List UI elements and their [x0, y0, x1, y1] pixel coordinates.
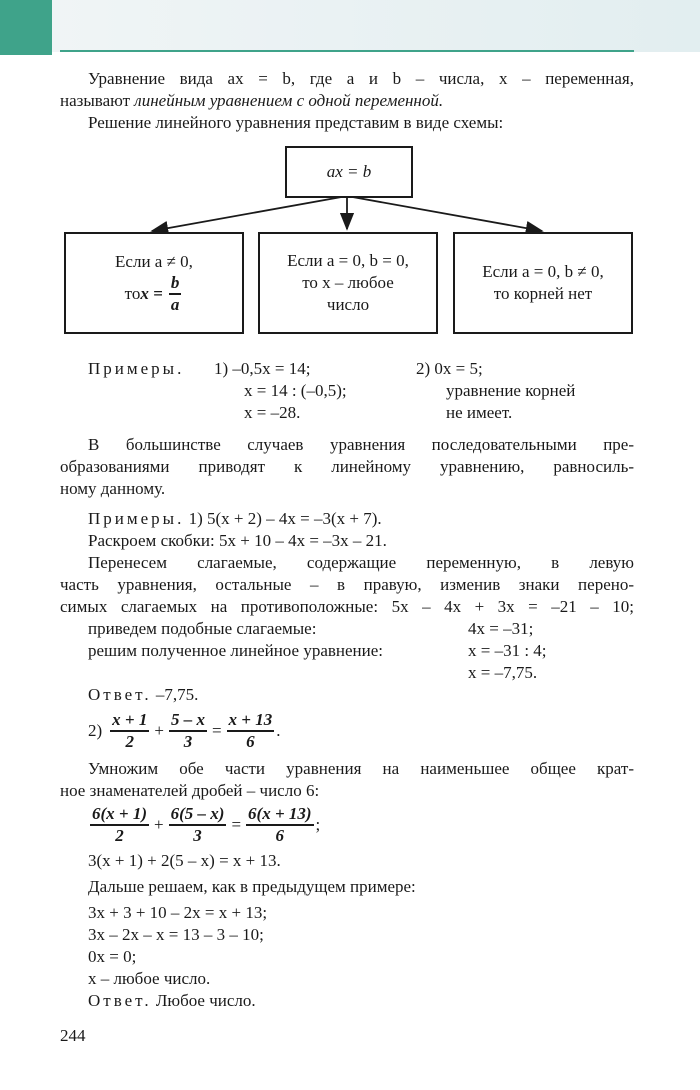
- examples1-e2-line-1: 2) 0x = 5;: [416, 359, 483, 378]
- examples1-e1-line-2: x = 14 : (–0,5);: [244, 381, 347, 400]
- example3-g2-num: 6(5 – x): [169, 804, 227, 826]
- page-number: 244: [60, 1026, 86, 1045]
- example3-g-equals: =: [231, 815, 242, 834]
- left-box-fraction-num: b: [169, 273, 182, 295]
- example3-g1-den: 2: [115, 826, 124, 845]
- examples2-equation: 1) 5(x + 2) – 4x = –3(x + 7).: [188, 509, 382, 528]
- example3-end: .: [276, 721, 281, 740]
- diagram-right-box: [453, 232, 633, 334]
- examples2-label: Примеры.: [88, 509, 185, 528]
- left-box-x-equals: x =: [140, 284, 163, 303]
- examples1-e1-line-1: 1) –0,5x = 14;: [214, 359, 311, 378]
- example3-f1-num: x + 1: [110, 710, 149, 732]
- example3-fraction-1: [110, 710, 149, 752]
- examples2-reduce-result: 4x = –31;: [468, 619, 534, 638]
- diagram-left-box: [64, 232, 244, 334]
- middle-box-line-1: Если a = 0, b = 0,: [287, 251, 409, 270]
- middle-box-line-2: то x – любое: [302, 273, 394, 292]
- diagram-top-text: ax = b: [326, 162, 372, 181]
- example3-fraction-2: [169, 710, 207, 752]
- diagram-middle-box: [258, 232, 438, 334]
- example3-plus: +: [154, 721, 164, 740]
- examples1-e2-line-2: уравнение корней: [446, 381, 576, 400]
- arrow-left: [152, 196, 347, 231]
- example3-answer-label: Ответ.: [88, 991, 152, 1010]
- example3-step-2: Дальше решаем, как в предыдущем примере:: [88, 877, 416, 896]
- example3-number: 2): [88, 721, 103, 740]
- examples2-open-brackets: Раскроем скобки: 5x + 10 – 4x = –3x – 21.: [88, 531, 387, 550]
- examples2-solve-step-1: x = –31 : 4;: [468, 641, 547, 660]
- right-box-line-2: то корней нет: [493, 284, 593, 303]
- example3-f3-den: 6: [246, 732, 255, 751]
- example3-g1-num: 6(x + 1): [90, 804, 149, 826]
- example3-step-1: 3(x + 1) + 2(5 – x) = x + 13.: [88, 851, 281, 870]
- middle-box-line-3: число: [326, 295, 370, 314]
- example3-g-fraction-2: [169, 804, 227, 846]
- example3-step-5: 0x = 0;: [88, 947, 137, 966]
- para2-line-2: образованиями приводят к линейному уравнению, равносиль-: [60, 457, 634, 476]
- arrow-right: [347, 196, 542, 231]
- example3-g-end: ;: [315, 815, 321, 834]
- diagram-top-box: [285, 146, 413, 198]
- example3-g-plus: +: [154, 815, 164, 834]
- example3-f3-num: x + 13: [227, 710, 275, 732]
- left-box-line-2: [125, 273, 184, 315]
- examples1-e1-line-3: x = –28.: [244, 403, 301, 422]
- example3-step-6: x – любое число.: [88, 969, 211, 988]
- example3-multiplied-equation: [88, 802, 320, 848]
- examples2-line-1: [88, 508, 634, 530]
- examples2-answer-value: –7,75.: [155, 685, 199, 704]
- example3-answer: [88, 990, 634, 1012]
- left-box-fraction: [169, 273, 182, 315]
- examples2-reduce-text: приведем подобные слагаемые:: [88, 619, 317, 638]
- left-box-fraction-den: a: [170, 295, 180, 314]
- right-box-line-1: Если a = 0, b ≠ 0,: [482, 262, 604, 281]
- example3-step-4: 3x – 2x – x = 13 – 3 – 10;: [88, 925, 264, 944]
- example3-g3-num: 6(x + 13): [246, 804, 314, 826]
- intro-line-2-plain: называют: [60, 91, 135, 110]
- example3-answer-value: Любое число.: [155, 991, 256, 1010]
- example3-g2-den: 3: [193, 826, 202, 845]
- example3-mult-line-1: Умножим обе части уравнения на наименьшее общее крат-: [88, 759, 634, 778]
- example3-f2-num: 5 – x: [169, 710, 207, 732]
- intro-line-3: Решение линейного уравнения представим в виде схемы:: [88, 113, 504, 132]
- example3-g-fraction-3: [246, 804, 314, 846]
- example3-g3-den: 6: [275, 826, 285, 845]
- example3-f1-den: 2: [125, 732, 135, 751]
- para2-line-1: В большинстве случаев уравнения последовательными пре-: [88, 435, 634, 454]
- left-box-line-1: Если a ≠ 0,: [115, 252, 193, 271]
- examples2-solve-text: решим полученное линейное уравнение:: [88, 641, 383, 660]
- para2-line-3: ному данному.: [60, 479, 166, 498]
- example3-g-fraction-1: [90, 804, 149, 846]
- example3-step-3: 3x + 3 + 10 – 2x = x + 13;: [88, 903, 268, 922]
- examples1-label: Примеры.: [88, 359, 185, 378]
- example3-equation: [88, 708, 280, 754]
- example3-mult-line-2: ное знаменателей дробей – число 6:: [60, 781, 320, 800]
- examples2-answer-label: Ответ.: [88, 685, 152, 704]
- examples1-e2-line-3: не имеет.: [446, 403, 513, 422]
- example3-f2-den: 3: [183, 732, 193, 751]
- left-box-then: то: [124, 284, 141, 303]
- examples2-solve-step-2: x = –7,75.: [468, 663, 538, 682]
- examples2-answer: [88, 684, 634, 706]
- example3-fraction-3: [227, 710, 275, 752]
- examples2-move-line-2: часть уравнения, остальные – в правую, изменив знаки перено-: [60, 575, 634, 594]
- examples2-move-line-1: Перенесем слагаемые, содержащие переменную, в левую: [88, 553, 634, 572]
- intro-line-1: Уравнение вида ax = b, где a и b – числа, x – переменная,: [88, 69, 634, 88]
- example3-equals: =: [211, 721, 222, 740]
- examples2-move-line-3: симых слагаемых на противоположные: 5x – 4x + 3x = –21 – 10;: [60, 597, 634, 616]
- definition-term: линейным уравнением с одной переменной.: [134, 91, 444, 110]
